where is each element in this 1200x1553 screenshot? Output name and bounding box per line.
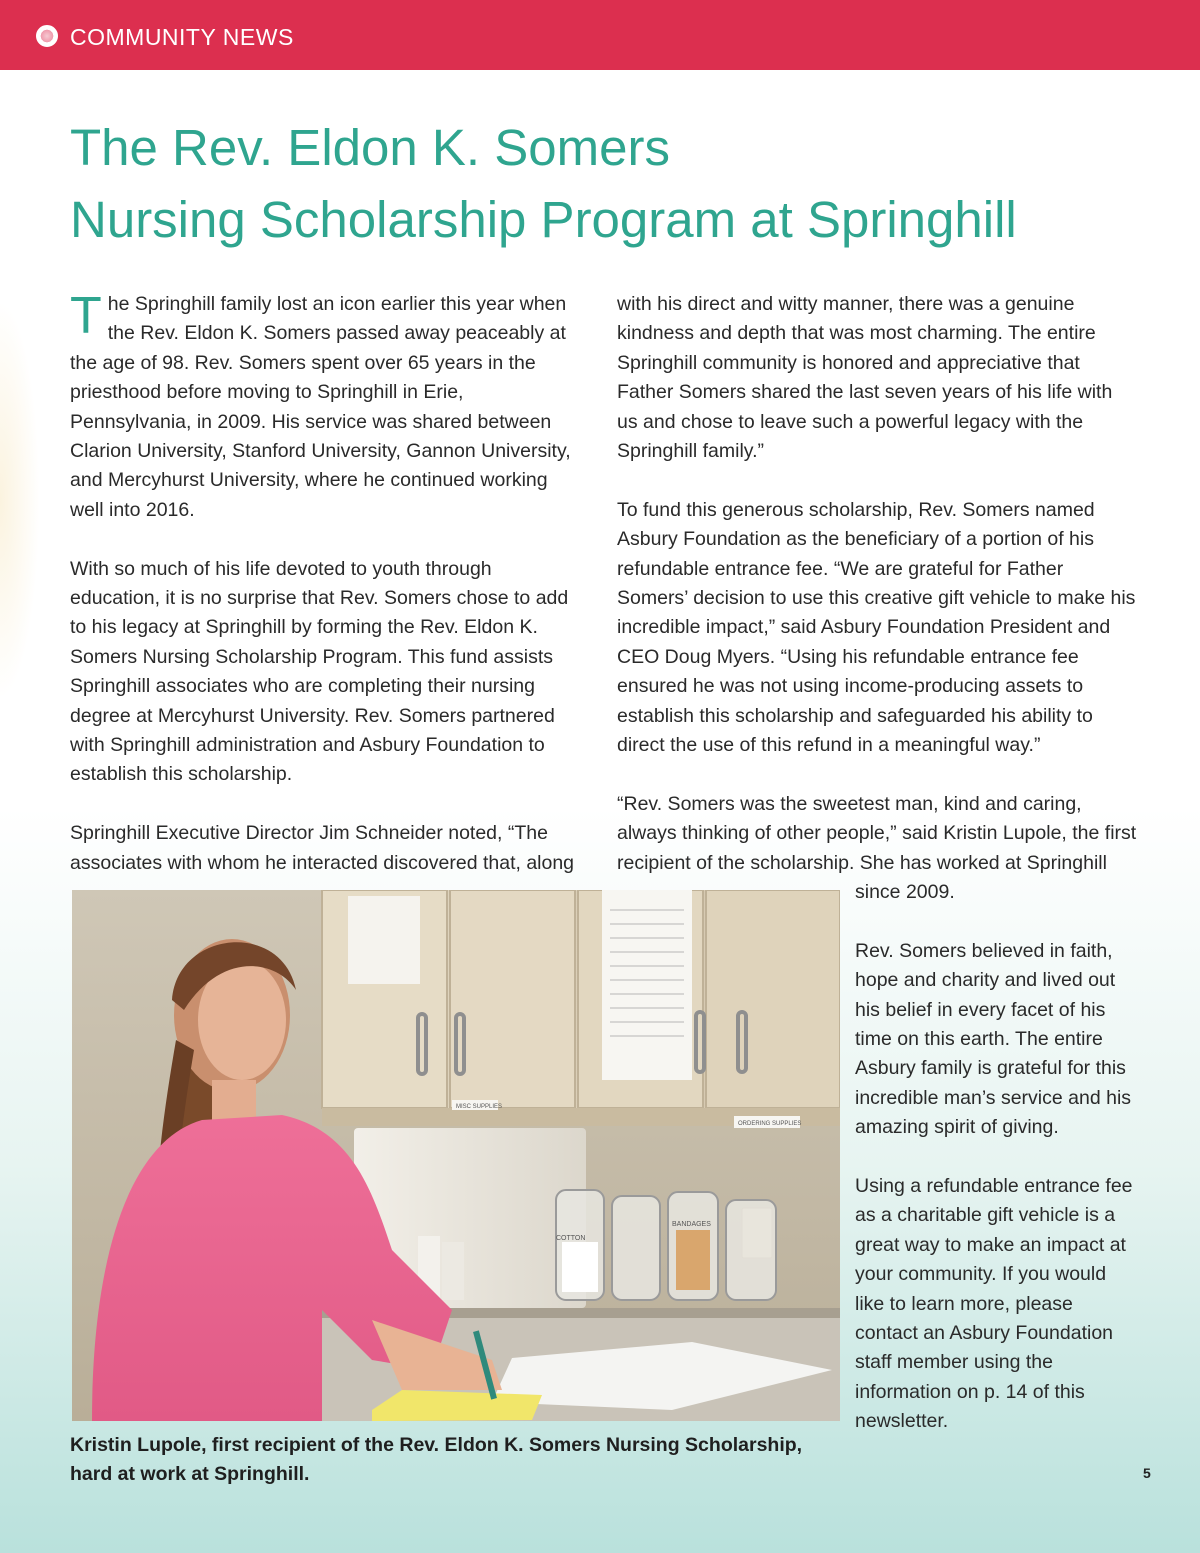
photo-caption: Kristin Lupole, first recipient of the Rev. Eldon K. Somers Nursing Scholarship, hard at work at Springhill.	[70, 1434, 803, 1486]
article-title-line-1: The Rev. Eldon K. Somers	[70, 119, 670, 176]
article-column-right-continued	[855, 878, 1135, 1466]
body-paragraph: “Rev. Somers was the sweetest man, kind and caring, always thinking of other people,” said Kristin Lupole, the first recipient of the scholarship. She has worked at Springhill	[617, 792, 1137, 874]
article-title	[70, 112, 1017, 256]
section-header-bar	[0, 0, 1200, 70]
body-paragraph: With so much of his life devoted to youth through education, it is no surprise that Rev. Somers chose to add to his legacy at Springhill by forming the Rev. Eldon K. Somers Nursing Scholarship Program. This fund assists Springhill associates who are completing their nursing degree at Mercyhurst University. Rev. Somers partnered with Springhill administration and Asbury Foundation to establish this scholarship.	[70, 557, 569, 786]
body-paragraph: since 2009.	[855, 881, 955, 903]
body-paragraph: Using a refundable entrance fee as a charitable gift vehicle is a great way to make an impact at your community. If you would like to learn more, please contact an Asbury Foundation staff member using the information on p. 14 of this newsletter.	[855, 1175, 1133, 1433]
body-paragraph: with his direct and witty manner, there was a genuine kindness and depth that was most charming. The entire Springhill community is honored and appreciative that Father Somers shared the last seven years of his life with us and chose to leave such a powerful legacy with the Springhill family.”	[617, 293, 1113, 463]
article-column-right	[617, 290, 1137, 907]
section-label: COMMUNITY NEWS	[70, 24, 294, 50]
body-paragraph: To fund this generous scholarship, Rev. Somers named Asbury Foundation as the beneficiary of a portion of his refundable entrance fee. “We are grateful for Father Somers’ decision to use this creative gift vehicle to make his incredible impact,” said Asbury Foundation President and CEO Doug Myers. “Using his refundable entrance fee ensured he was not using income-producing assets to establish this scholarship and safeguarded his ability to direct the use of this refund in a meaningful way.”	[617, 498, 1136, 757]
article-photo	[72, 890, 840, 1421]
photo-illustration	[72, 890, 840, 1421]
photo-jar-label-1: COTTON	[556, 1235, 586, 1242]
page-number: 5	[1143, 1465, 1151, 1481]
drop-cap: T	[70, 287, 102, 345]
body-paragraph: Springhill Executive Director Jim Schneider noted, “The associates with whom he interacted discovered that, along	[70, 822, 575, 874]
body-paragraph-text: he Springhill family lost an icon earlier this year when the Rev. Eldon K. Somers passed away peaceably at the age of 98. Rev. Somers spent over 65 years in the priesthood before moving to Springhill in Erie, Pennsylvania, in 2009. His service was shared between Clarion University, Stanford University, Gannon University, and Mercyhurst University, where he continued working well into 2016.	[70, 293, 571, 521]
article-title-line-2: Nursing Scholarship Program at Springhill	[70, 191, 1017, 248]
body-paragraph: Rev. Somers believed in faith, hope and charity and lived out his belief in every facet of his time on this earth. The entire Asbury family is grateful for this incredible man’s service and his amazing spirit of giving.	[855, 939, 1132, 1139]
circle-logo-icon	[36, 25, 58, 47]
page-background-tint	[0, 300, 40, 700]
article-column-left	[70, 287, 585, 907]
photo-jar-label-2: BANDAGES	[672, 1221, 711, 1228]
body-paragraph	[70, 287, 585, 525]
photo-shelf-label-2: ORDERING SUPPLIES	[738, 1121, 802, 1127]
photo-shelf-label-1: MISC SUPPLIES	[456, 1104, 503, 1110]
